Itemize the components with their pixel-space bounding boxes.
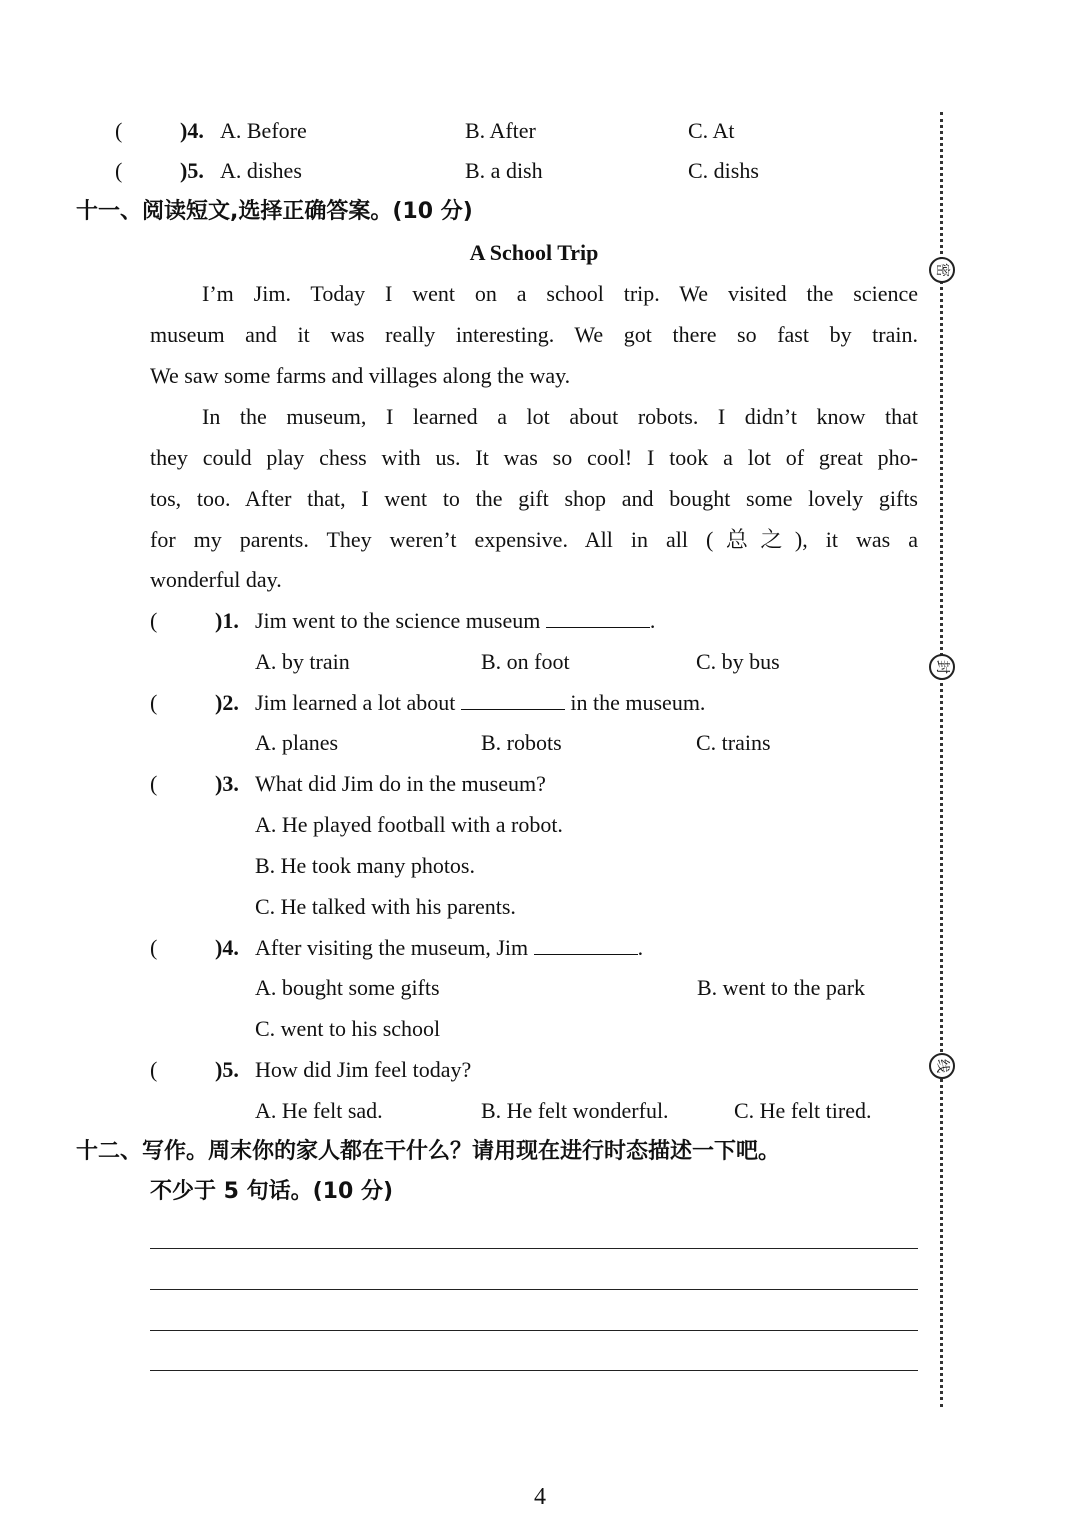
section-heading-cont: 不少于 5 句话。(10 分)	[150, 1179, 394, 1204]
answer-paren: (	[115, 118, 123, 143]
passage-title: A School Trip	[469, 240, 599, 265]
answer-paren: (	[150, 1057, 158, 1082]
question-stem: How did Jim feel today?	[255, 1057, 472, 1082]
passage-line: We saw some farms and villages along the way.	[150, 363, 571, 388]
seal-dotted-line	[940, 112, 943, 1407]
option-c: C. went to his school	[255, 1016, 441, 1041]
stem-text: .	[649, 608, 656, 633]
stem-text: After visiting the museum, Jim	[255, 935, 529, 960]
question-number: )5.	[180, 158, 204, 183]
question-number: )2.	[215, 690, 239, 715]
passage-line: tos, too. After that, I went to the gift shop and bought some lovely gifts	[150, 486, 918, 511]
answer-blank	[461, 689, 565, 710]
passage-line: they could play chess with us. It was so cool! I took a lot of great pho-	[150, 445, 918, 470]
passage-line: I’m Jim. Today I went on a school trip. We visited the science	[202, 281, 918, 306]
writing-line[interactable]	[150, 1370, 918, 1371]
stem-text: in the museum.	[570, 690, 706, 715]
answer-blank	[546, 607, 650, 628]
writing-line[interactable]	[150, 1248, 918, 1249]
question-stem	[255, 607, 655, 635]
option-b: B. went to the park	[697, 975, 866, 1000]
question-number: )1.	[215, 608, 239, 633]
option-b: B. on foot	[481, 649, 570, 674]
option-b: B. a dish	[465, 158, 543, 183]
section-heading: 十二、写作。周末你的家人都在干什么？请用现在进行时态描述一下吧。	[76, 1139, 781, 1164]
question-stem	[255, 689, 705, 717]
question-number: )4.	[180, 118, 204, 143]
option-a: A. planes	[255, 730, 339, 755]
writing-line[interactable]	[150, 1289, 918, 1290]
question-number: )4.	[215, 935, 239, 960]
option-c: C. dishs	[688, 158, 759, 183]
option-a: A. He felt sad.	[255, 1098, 383, 1123]
option-a: A. Before	[220, 118, 307, 143]
option-c: C. At	[688, 118, 735, 143]
answer-paren: (	[150, 690, 158, 715]
seal-mark-feng: 封	[929, 654, 955, 680]
answer-paren: (	[150, 771, 158, 796]
answer-paren: (	[150, 608, 158, 633]
question-number: )3.	[215, 771, 239, 796]
passage-line: wonderful day.	[150, 567, 282, 592]
option-b: B. After	[465, 118, 536, 143]
stem-text: Jim learned a lot about	[255, 690, 456, 715]
option-b: B. He took many photos.	[255, 853, 475, 878]
question-stem: What did Jim do in the museum?	[255, 771, 546, 796]
option-c: C. by bus	[696, 649, 780, 674]
option-a: A. by train	[255, 649, 350, 674]
option-c: C. He felt tired.	[734, 1098, 872, 1123]
page-number: 4	[534, 1484, 546, 1510]
section-heading: 十一、阅读短文,选择正确答案。(10 分)	[76, 199, 473, 224]
option-c: C. trains	[696, 730, 771, 755]
option-a: A. dishes	[220, 158, 302, 183]
seal-mark-mi: 密	[929, 257, 955, 283]
option-b: B. robots	[481, 730, 562, 755]
answer-paren: (	[150, 935, 158, 960]
question-number: )5.	[215, 1057, 239, 1082]
stem-text: Jim went to the science museum	[255, 608, 541, 633]
stem-text: .	[637, 935, 644, 960]
option-c: C. He talked with his parents.	[255, 894, 516, 919]
passage-line: In the museum, I learned a lot about robots. I didn’t know that	[202, 404, 918, 429]
option-b: B. He felt wonderful.	[481, 1098, 669, 1123]
option-a: A. He played football with a robot.	[255, 812, 563, 837]
option-a: A. bought some gifts	[255, 975, 440, 1000]
passage-line: for my parents. They weren’t expensive. All in all (总之), it was a	[150, 527, 918, 552]
answer-blank	[534, 934, 638, 955]
seal-mark-xian: 线	[929, 1053, 955, 1079]
writing-line[interactable]	[150, 1330, 918, 1331]
question-stem	[255, 934, 643, 962]
answer-paren: (	[115, 158, 123, 183]
passage-line: museum and it was really interesting. We got there so fast by train.	[150, 322, 918, 347]
